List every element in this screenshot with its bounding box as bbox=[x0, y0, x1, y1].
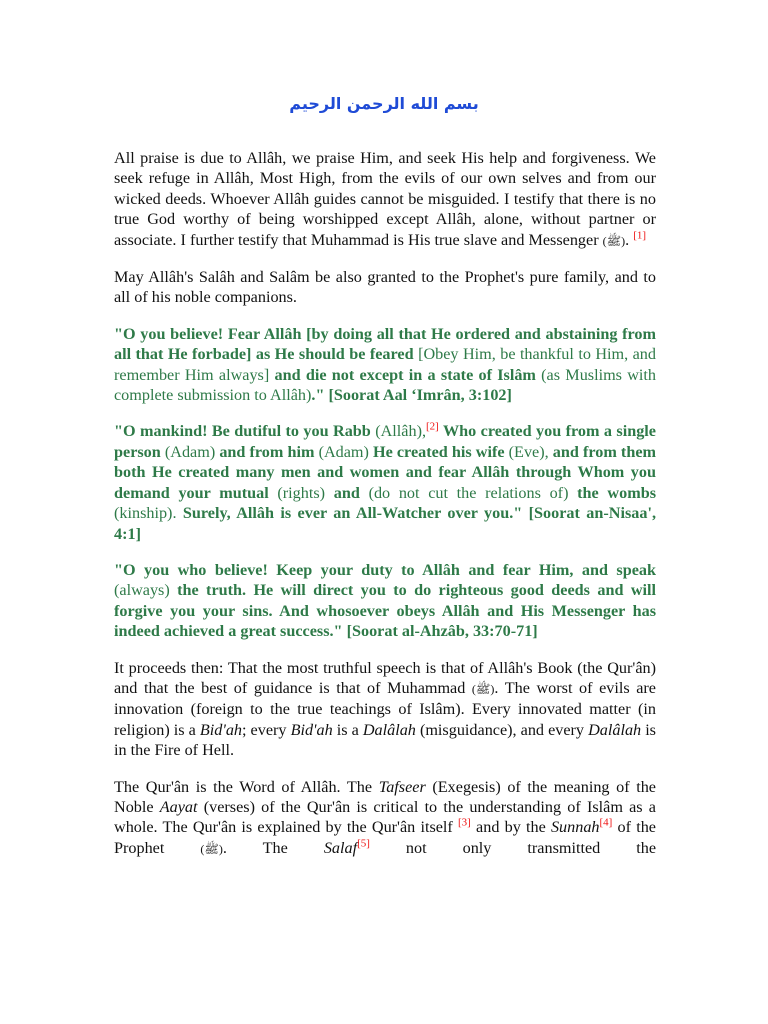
honorific-glyph: (ﷺ) bbox=[471, 681, 495, 696]
document-body bbox=[114, 148, 656, 875]
quote-citation: the truth. He will direct you to do righteous good deeds and will forgive you your sins. And whosoever obeys Allâh and His Messenger has indeed achieved a great success." [Soorat al-Ahzâb, 33:70-71] bbox=[114, 581, 656, 641]
honorific-glyph: (ﷺ) bbox=[200, 841, 223, 856]
quote-an-nisaa bbox=[114, 421, 656, 543]
quote-bold-segment: the wombs bbox=[568, 483, 657, 502]
quote-explanation: (Allâh), bbox=[375, 422, 427, 441]
quote-citation: ." [Soorat Aal ‘Imrân, 3:102] bbox=[311, 386, 512, 405]
quote-bold-segment: as He should be feared bbox=[251, 345, 419, 364]
paragraph-quran bbox=[114, 777, 656, 860]
body-text: (Exegesis) of the meaning of the Noble bbox=[114, 777, 656, 816]
term-dalalah: Dalâlah bbox=[362, 720, 416, 739]
praise-text: All praise is due to Allâh, we praise Him, and seek His help and forgiveness. We seek refuge in Allâh, Most High, from the evils of our own selves and from our wicked deeds. Whoever Allâh guides cannot be misguided. I testify that there is no true God worthy of being worshipped except Allâh, alone, without partner or associate. I further testify that Muhammad is His true slave and Messenger bbox=[114, 149, 656, 249]
body-text: of the Prophet bbox=[114, 818, 656, 857]
quote-explanation: [Obey Him, be thankful to Him, and remember Him always] bbox=[114, 345, 656, 384]
quote-bold-segment: Who created you from a single person bbox=[114, 422, 656, 461]
quote-explanation: (Eve), bbox=[508, 442, 549, 461]
salah-text: May Allâh's Salâh and Salâm be also granted to the Prophet's pure family, and to all of his noble companions. bbox=[114, 268, 656, 307]
quote-explanation: (Adam) bbox=[318, 442, 369, 461]
quote-bold-segment: and from them both He created many men and women and fear Allâh through Whom you demand your mutual bbox=[114, 442, 656, 502]
quote-bold-segment: and from him bbox=[215, 442, 319, 461]
footnote-ref-4[interactable]: [4] bbox=[599, 816, 613, 829]
quote-explanation: (rights) bbox=[277, 483, 326, 502]
quote-explanation: (do not cut the relations of) bbox=[368, 483, 569, 502]
body-text: (misguidance), and every bbox=[415, 720, 589, 739]
quote-explanation: (Adam) bbox=[164, 442, 216, 461]
honorific-glyph: (ﷺ) bbox=[602, 233, 626, 248]
term-bidah: Bid'ah bbox=[199, 720, 243, 739]
term-salaf: Salaf bbox=[323, 838, 358, 857]
body-text: The Qur'ân is the Word of Allâh. The bbox=[114, 777, 379, 796]
quote-al-ahzab bbox=[114, 560, 656, 642]
body-text: It proceeds then: That the most truthful speech is that of Allâh's Book (the Qur'ân) and that the best of guidance is that of Muhammad bbox=[114, 658, 656, 697]
paragraph-praise bbox=[114, 148, 656, 251]
quote-explanation: (kinship). bbox=[114, 504, 177, 523]
body-text: is in the Fire of Hell. bbox=[114, 720, 656, 760]
term-tafseer: Tafseer bbox=[378, 777, 426, 796]
body-text: not only transmitted the bbox=[369, 838, 657, 857]
body-text: . The worst of evils are innovation (foreign to the true teachings of Islâm). Every innovated matter (in religion) is a bbox=[114, 678, 656, 739]
quote-bold-segment: and bbox=[325, 483, 369, 502]
praise-end: . bbox=[625, 230, 634, 249]
body-text: . The bbox=[222, 838, 324, 857]
quote-bold-segment: "O you believe! Fear Allâh [by doing all that He ordered and abstaining from all that He forbade] bbox=[114, 324, 656, 364]
quote-explanation: (always) bbox=[114, 581, 170, 600]
footnote-ref-2[interactable]: [2] bbox=[426, 421, 439, 434]
term-dalalah: Dalâlah bbox=[588, 720, 642, 739]
quote-bold-segment: and die not except in a state of Islâm bbox=[269, 365, 542, 384]
term-bidah: Bid'ah bbox=[290, 720, 333, 739]
quote-aal-imran bbox=[114, 324, 656, 406]
bismillah-heading: بسم الله الرحمن الرحيم bbox=[289, 94, 479, 113]
term-aayat: Aayat bbox=[159, 797, 198, 816]
paragraph-truthful-speech bbox=[114, 658, 656, 761]
quote-bold-segment: "O mankind! Be dutiful to you Rabb bbox=[114, 422, 376, 441]
body-text: ; every bbox=[242, 720, 291, 739]
quote-explanation: (as Muslims with complete submission to Allâh) bbox=[114, 365, 656, 405]
quote-bold-segment: "O you who believe! Keep your duty to Allâh and fear Him, and speak bbox=[114, 560, 656, 579]
body-text: and by the bbox=[470, 818, 551, 837]
footnote-ref-5[interactable]: [5] bbox=[357, 837, 370, 850]
body-text: (verses) of the Qur'ân is critical to the understanding of Islâm as a whole. The Qur'ân is explained by the Qur'ân itself bbox=[114, 797, 656, 837]
body-text: is a bbox=[332, 720, 363, 739]
footnote-ref-1[interactable]: [1] bbox=[633, 229, 647, 242]
term-sunnah: Sunnah bbox=[550, 818, 600, 837]
quote-bold-segment: He created his wife bbox=[368, 442, 509, 461]
quote-citation: Surely, Allâh is ever an All-Watcher over you." [Soorat an-Nisaa', 4:1] bbox=[114, 504, 656, 543]
footnote-ref-3[interactable]: [3] bbox=[458, 816, 471, 829]
paragraph-salah bbox=[114, 267, 656, 308]
